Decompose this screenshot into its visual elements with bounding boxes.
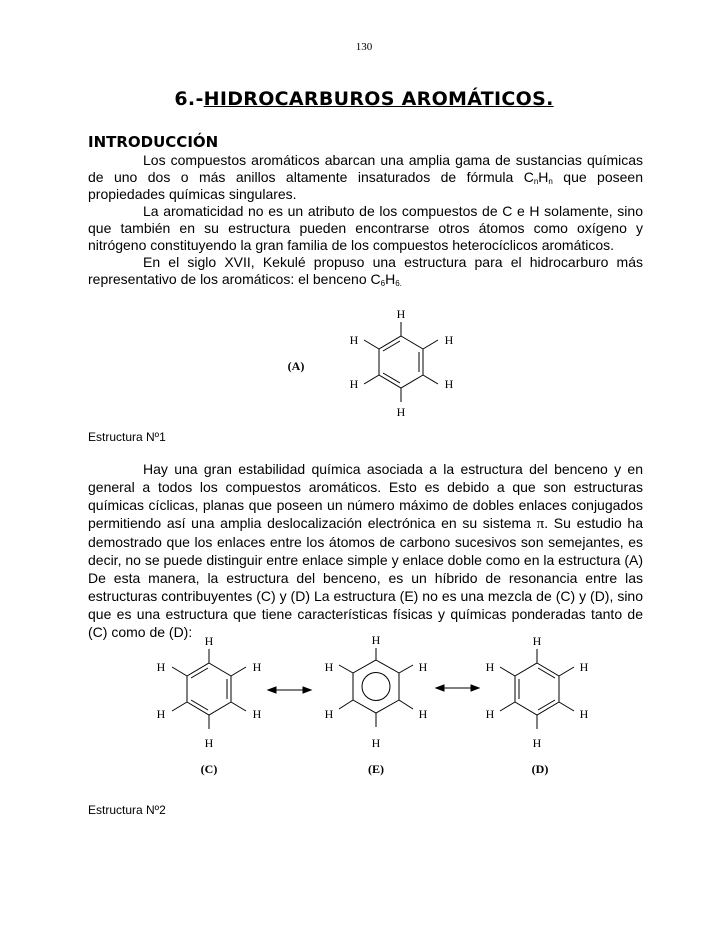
structure-d <box>500 649 574 729</box>
figure-2-caption: Estructura Nº2 <box>88 803 166 817</box>
figure-1-caption: Estructura Nº1 <box>88 430 166 444</box>
atom-h: H <box>532 634 542 648</box>
atom-h: H <box>579 707 589 721</box>
chapter-title-text: HIDROCARBUROS AROMÁTICOS. <box>203 88 554 110</box>
structure-label-d: (D) <box>531 762 549 776</box>
structure-label-a: (A) <box>287 359 305 373</box>
atom-h: H <box>349 333 359 347</box>
atom-h: H <box>252 707 262 721</box>
atom-h: H <box>156 707 166 721</box>
atom-h: H <box>156 660 166 674</box>
atom-h: H <box>444 333 454 347</box>
atom-h: H <box>252 660 262 674</box>
atom-h: H <box>349 377 359 391</box>
atom-h: H <box>418 707 428 721</box>
atom-h: H <box>532 736 542 750</box>
atom-h: H <box>396 307 406 321</box>
chapter-number: 6.- <box>174 88 204 110</box>
intro-paragraph-3: En el siglo XVII, Kekulé propuso una estructura para el hidrocarburo más representativo de los aromáticos: el benceno $C_6H_{6.}$ <box>88 254 643 288</box>
resonance-arrow-right <box>436 685 479 691</box>
atom-h: H <box>579 660 589 674</box>
intro-paragraph-2: La aromaticidad no es un atributo de los compuestos de C e H solamente, sino que también en su estructura pueden encontrarse otros átomos como oxígeno y nitrógeno constituyendo la gran familia de los compuestos heterocíclicos aromáticos. <box>88 203 643 253</box>
atom-h: H <box>396 405 406 419</box>
page-number: 130 <box>355 41 373 53</box>
section-heading: INTRODUCCIÓN <box>88 133 219 151</box>
atom-h: H <box>324 660 334 674</box>
atom-h: H <box>204 736 214 750</box>
structure-c <box>172 649 246 729</box>
atom-h: H <box>485 660 495 674</box>
atom-h: H <box>371 633 381 647</box>
intro-paragraph-1: Los compuestos aromáticos abarcan una amplia gama de sustancias químicas de uno dos o más anillos altamente insaturados de fórmula $C_nH_n$ que poseen propiedades químicas singulares. <box>88 152 643 202</box>
resonance-arrow-left <box>268 687 311 693</box>
body-paragraph: Hay una gran estabilidad química asociada a la estructura del benceno y en general a todos los compuestos aromáticos. Esto es debido a que son estructuras químicas cíclicas, planas que poseen un número máximo de dobles enlaces conjugados permitiendo así una amplia deslocalización electrónica en su sistema π. Su estudio ha demostrado que los enlaces entre los átomos de carbono sucesivos son semejantes, es decir, no se puede distinguir entre enlace simple y enlace doble como en la estructura (A) De esta manera, la estructura del benceno, es un híbrido de resonancia entre las estructuras contribuyentes (C) y (D) La estructura (E) no es una mezcla de (C) y (D), sino que es una estructura que tiene características físicas y químicas ponderadas tanto de (C) como de (D): <box>88 461 643 640</box>
atom-h: H <box>444 377 454 391</box>
structure-label-e: (E) <box>368 762 384 776</box>
atom-h: H <box>418 660 428 674</box>
structure-label-c: (C) <box>200 762 218 776</box>
atom-h: H <box>324 707 334 721</box>
atom-h: H <box>204 634 214 648</box>
atom-h: H <box>371 736 381 750</box>
structure-e <box>339 648 413 727</box>
atom-h: H <box>485 707 495 721</box>
